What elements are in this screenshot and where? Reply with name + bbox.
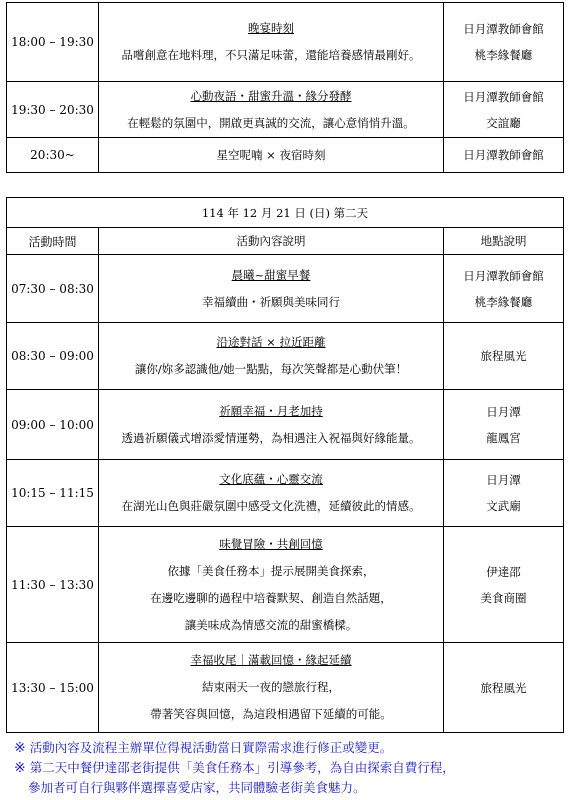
location-line: 伊達邵 (486, 564, 521, 579)
location-line: 桃李緣餐廳 (474, 48, 533, 62)
location-line: 日月潭教師會館 (463, 148, 544, 162)
location-line: 美食商圈 (480, 590, 527, 605)
table-row (7, 138, 564, 173)
location-line: 日月潭 (486, 473, 521, 487)
day-header-row (7, 198, 564, 228)
activity-cell (99, 323, 444, 390)
table-row (7, 390, 564, 460)
table-row (7, 323, 564, 390)
column-header-row (7, 228, 564, 255)
time-cell: 20:30~ (7, 138, 99, 173)
footnote (14, 758, 564, 778)
location-cell (444, 527, 564, 643)
footnotes (14, 738, 564, 798)
location-line: 旅程風光 (480, 680, 527, 695)
time-cell: 18:00 – 19:30 (7, 3, 99, 82)
activity-cell (99, 255, 444, 323)
activity-desc: 讓美味成為情感交流的甜蜜橋樑。 (184, 617, 358, 632)
day1-schedule-table (6, 2, 564, 173)
location-cell (444, 255, 564, 323)
activity-desc: 品嚐創意在地料理，不只滿足味蕾，還能培養感情最剛好。 (121, 48, 421, 62)
footnote-text: 第二天中餐伊達邵老街提供「美食任務本」引導參考，為自由探索自費行程， (29, 760, 455, 775)
time-cell: 13:30 – 15:00 (7, 643, 99, 733)
footnote-text: 活動內容及流程主辦單位得視活動當日實際需求進行修正或變更。 (29, 740, 393, 755)
activity-title: 心動夜語・甜蜜升溫・緣分發酵 (190, 88, 352, 103)
activity-desc: 在邊吃邊聊的過程中培養默契、創造自然話題， (150, 590, 392, 605)
table-row (7, 527, 564, 643)
column-header-desc: 活動內容說明 (99, 228, 444, 255)
activity-desc: 帶著笑容與回憶，為這段相遇留下延續的可能。 (150, 707, 392, 721)
table-row (7, 3, 564, 82)
activity-cell (99, 3, 444, 82)
time-cell: 19:30 – 20:30 (7, 82, 99, 138)
location-line: 旅程風光 (480, 349, 527, 363)
location-cell (444, 390, 564, 460)
location-line: 桃李緣餐廳 (474, 294, 533, 309)
footnote-continuation: 參加者可自行與夥伴選擇喜愛店家，共同體驗老街美食魅力。 (28, 780, 366, 795)
location-cell (444, 3, 564, 82)
activity-cell (99, 390, 444, 460)
column-header-location: 地點說明 (444, 228, 564, 255)
activity-desc: 在湖光山色與莊嚴氛圍中感受文化洗禮，延續彼此的情感。 (121, 499, 421, 513)
activity-title: 味覺冒險・共創回憶 (219, 536, 323, 551)
location-line: 日月潭教師會館 (463, 89, 544, 104)
activity-title: 星空呢喃 × 夜宿時刻 (216, 147, 326, 162)
reference-mark: ※ (14, 740, 26, 756)
time-cell: 10:15 – 11:15 (7, 460, 99, 527)
activity-cell (99, 138, 444, 173)
activity-title: 沿途對話 × 拉近距離 (216, 335, 326, 349)
location-line: 文武廟 (486, 499, 521, 513)
location-line: 日月潭教師會館 (463, 22, 544, 36)
activity-cell (99, 460, 444, 527)
time-cell: 08:30 – 09:00 (7, 323, 99, 390)
reference-mark: ※ (14, 760, 26, 776)
activity-desc: 幸福續曲・祈願與美味同行 (202, 294, 340, 309)
day2-schedule-table (6, 197, 564, 733)
location-cell (444, 138, 564, 173)
location-line: 龍鳳宮 (486, 430, 521, 445)
activity-desc: 在輕鬆的氛圍中，開啟更真誠的交流，讓心意悄悄升溫。 (127, 115, 415, 130)
time-cell: 11:30 – 13:30 (7, 527, 99, 643)
time-cell: 09:00 – 10:00 (7, 390, 99, 460)
table-row (7, 460, 564, 527)
location-cell (444, 323, 564, 390)
activity-desc: 讓你/妳多認識他/她一點點，每次笑聲都是心動伏筆！ (134, 362, 408, 376)
activity-title: 祈願幸福・月老加持 (219, 403, 323, 418)
activity-title: 晚宴時刻 (248, 21, 294, 35)
location-line: 日月潭 (486, 404, 521, 419)
activity-cell (99, 643, 444, 733)
table-row (7, 82, 564, 138)
activity-title: 幸福收尾｜滿載回憶・緣起延續 (190, 653, 352, 667)
location-cell (444, 82, 564, 138)
location-cell (444, 460, 564, 527)
location-line: 日月潭教師會館 (463, 268, 544, 283)
activity-cell (99, 82, 444, 138)
time-cell: 07:30 – 08:30 (7, 255, 99, 323)
activity-title: 晨曦~甜蜜早餐 (231, 267, 311, 282)
activity-desc: 依據「美食任務本」提示展開美食探索， (167, 563, 375, 578)
activity-cell (99, 527, 444, 643)
table-row (7, 643, 564, 733)
footnote (14, 738, 564, 758)
location-cell (444, 643, 564, 733)
location-line: 交誼廳 (486, 115, 521, 130)
activity-desc: 透過祈願儀式增添愛情運勢，為相遇注入祝福與好緣能量。 (121, 430, 421, 445)
table-row (7, 255, 564, 323)
day-header: 114 年 12 月 21 日 (日) 第二天 (7, 198, 564, 228)
activity-title: 文化底蘊・心靈交流 (219, 472, 323, 486)
activity-desc: 結束兩天一夜的戀旅行程， (202, 680, 340, 694)
column-header-time: 活動時間 (7, 228, 99, 255)
